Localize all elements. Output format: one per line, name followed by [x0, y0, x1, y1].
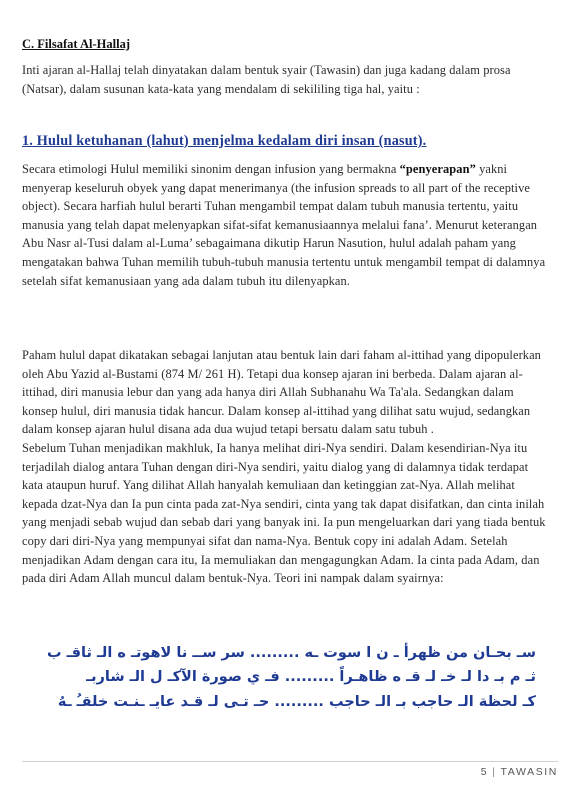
paragraph-etimologi-part1: Secara etimologi Hulul memiliki sinonim dengan infusion yang bermakna	[22, 162, 400, 176]
paragraph-etimologi-part2: yakni menyerap keseluruh obyek yang dapat menerimanya (the infusion spreads to all part of the receptive object). Secara harfiah hulul berarti Tuhan mengambil tempat dalam tubuh manusia tertentu, yaitu manusia yang telah dapat melenyapkan sifat-sifat kemanusiaannya melalui fana’. Menurut keterangan Abu Nasr al-Tusi dalam al-Luma’ sebagaimana dikutip Harun Nasution, hulul adalah paham yang mengatakan bahwa Tuhan memilih tubuh-tubuh manusia tertentu untuk mengambil tempat di dalamnya setelah sifat kemanusiaan yang ada dalam tubuh itu dilenyapkan.	[22, 162, 546, 288]
arabic-verse-line-1: سـ بحـان من ظهرأ ـ ن ا سوت ـه ......... سر ســ نا لاهوتـ ه الـ ثاقـ ب	[46, 645, 536, 661]
page-number: 5	[480, 766, 489, 778]
arabic-verse-line-3: كـ لحظة الـ حاجب بـ الـ حاجب ......... حـ تـى لـ قـد عايـ ـنـت خلقـُ ـهُ	[57, 694, 536, 710]
paragraph-ittihad: Paham hulul dapat dikatakan sebagai lanjutan atau bentuk lain dari faham al-ittihad yang dipopulerkan oleh Abu Yazid al-Bustami (874 M/ 261 H). Tetapi dua konsep ajaran ini berbeda. Dalam ajaran al-ittihad, diri manusia lebur dan yang ada hanya diri Allah Subhanahu Wa Ta'ala. Sedangkan dalam konsep hulul, diri manusia tidak hancur. Dalam konsep al-ittihad yang dilihat satu wujud, sedangkan dalam konsep ajaran hulul disana ada dua wujud tetapi bersatu dalam satu tubuh .	[22, 348, 541, 437]
page-footer	[481, 766, 558, 778]
footer-separator: |	[492, 766, 497, 778]
intro-paragraph: Inti ajaran al-Hallaj telah dinyatakan dalam bentuk syair (Tawasin) dan juga kadang dalam prosa (Natsar), dalam susunan kata-kata yang mendalam di sekililing tiga hal, yaitu :	[22, 63, 511, 96]
paragraph-dialog: Sebelum Tuhan menjadikan makhluk, Ia hanya melihat diri-Nya sendiri. Dalam kesendirian-Nya itu terjadilah dialog antara Tuhan dengan diri-Nya sendiri, yaitu dialog yang di dalamnya tidak terdapat kata ataupun huruf. Yang dilihat Allah hanyalah kemuliaan dan ketinggian zat-Nya. Allah melihat kepada dzat-Nya dan Ia pun cinta pada zat-Nya sendiri, cinta yang tak dapat disifatkan, dan cinta inilah yang menjadi sebab wujud dan sebab dari yang banyak ini. Ia pun mengeluarkan dari yang tiada bentuk copy dari diri-Nya yang mempunyai sifat dan nama-Nya. Bentuk copy ini adalah Adam. Setelah menjadikan Adam dengan cara itu, Ia memuliakan dan mengagungkan Adam. Ia cinta pada Adam, dan pada diri Adam Allah muncul dalam bentuk-Nya. Teori ini nampak dalam syairnya:	[22, 441, 546, 586]
footer-divider	[22, 761, 558, 762]
bold-penyerapan: “penyerapan”	[399, 162, 476, 176]
heading-hulul: 1. Hulul ketuhanan (lahut) menjelma kedalam diri insan (nasut).	[22, 133, 427, 149]
section-title: C. Filsafat Al-Hallaj	[22, 37, 130, 51]
paragraph-etimologi	[22, 160, 552, 290]
footer-label: TAWASIN	[500, 766, 558, 778]
arabic-verse-line-2: ثـ م بـ دا لـ خـ لـ قـ ه ظاهـراً ......... فـ ي صورة الآكـ ل الـ شاربـ	[86, 669, 536, 685]
